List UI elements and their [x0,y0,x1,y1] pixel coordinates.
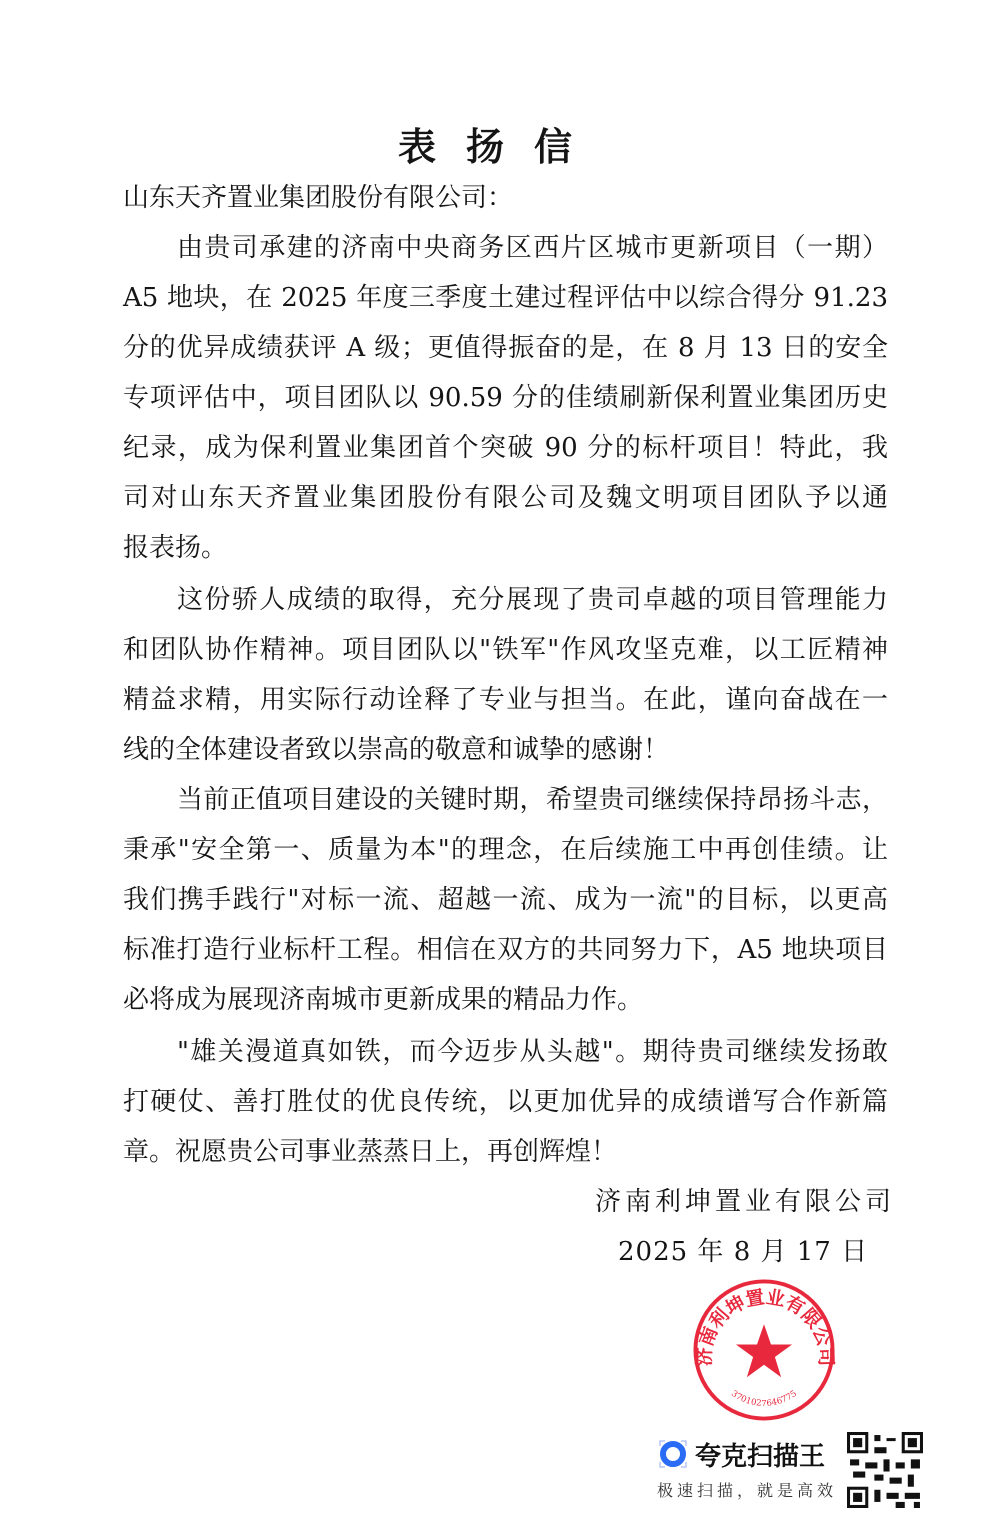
paragraph-line: "雄关漫道真如铁，而今迈步从头越"。期待贵司继续发扬敢 [177,1037,888,1067]
svg-text:3701027646775 [729,1389,799,1409]
paragraph-line: A5 地块，在 2025 年度三季度土建过程评估中以综合得分 91.23 [123,283,888,313]
paragraph-line: 章。祝愿贵公司事业蒸蒸日上，再创辉煌！ [123,1137,618,1167]
star-icon [736,1324,792,1377]
paragraph-line: 分的优异成绩获评 A 级；更值得振奋的是，在 8 月 13 日的安全 [123,333,888,363]
paragraph-line: 打硬仗、善打胜仗的优良传统，以更加优异的成绩谱写合作新篇 [123,1087,888,1117]
paragraph-line: 当前正值项目建设的关键时期，希望贵司继续保持昂扬斗志， [177,785,888,815]
quark-logo-icon [657,1438,689,1470]
brand-name: 夸克扫描王 [695,1442,826,1472]
paragraph-line: 标准打造行业标杆工程。相信在双方的共同努力下，A5 地块项目 [123,935,888,965]
company-seal [690,1276,838,1424]
paragraph-line: 和团队协作精神。项目团队以"铁军"作风攻坚克难，以工匠精神 [123,635,888,665]
paragraph-line: 司对山东天齐置业集团股份有限公司及魏文明项目团队予以通 [123,483,888,513]
paragraph-line: 必将成为展现济南城市更新成果的精品力作。 [123,985,644,1015]
paragraph-line: 精益求精，用实际行动诠释了专业与担当。在此，谨向奋战在一 [123,685,888,715]
date: 2025 年 8 月 17 日 [618,1237,869,1267]
paragraph-line: 这份骄人成绩的取得，充分展现了贵司卓越的项目管理能力 [177,585,888,615]
seal-number: 3701027646775 [729,1388,799,1409]
qr-code-icon [847,1432,923,1508]
paragraph-line: 线的全体建设者致以崇高的敬意和诚挚的感谢！ [123,735,670,765]
seal-text: 济南利坤置业有限公司 [693,1286,837,1367]
scanner-watermark [655,1432,935,1512]
paragraph-line: 由贵司承建的济南中央商务区西片区城市更新项目（一期） [177,233,888,263]
paragraph-line: 我们携手践行"对标一流、超越一流、成为一流"的目标，以更高 [123,885,888,915]
signature: 济南利坤置业有限公司 [595,1187,896,1217]
salutation: 山东天齐置业集团股份有限公司： [123,183,514,213]
paragraph-line: 秉承"安全第一、质量为本"的理念，在后续施工中再创佳绩。让 [123,835,888,865]
paragraph-line: 纪录，成为保利置业集团首个突破 90 分的标杆项目！特此，我 [123,433,888,463]
letter-title: 表扬信 [397,124,602,169]
paragraph-line: 报表扬。 [123,533,228,563]
brand-slogan: 极速扫描，就是高效 [657,1481,838,1500]
paragraph-line: 专项评估中，项目团队以 90.59 分的佳绩刷新保利置业集团历史 [123,383,888,413]
